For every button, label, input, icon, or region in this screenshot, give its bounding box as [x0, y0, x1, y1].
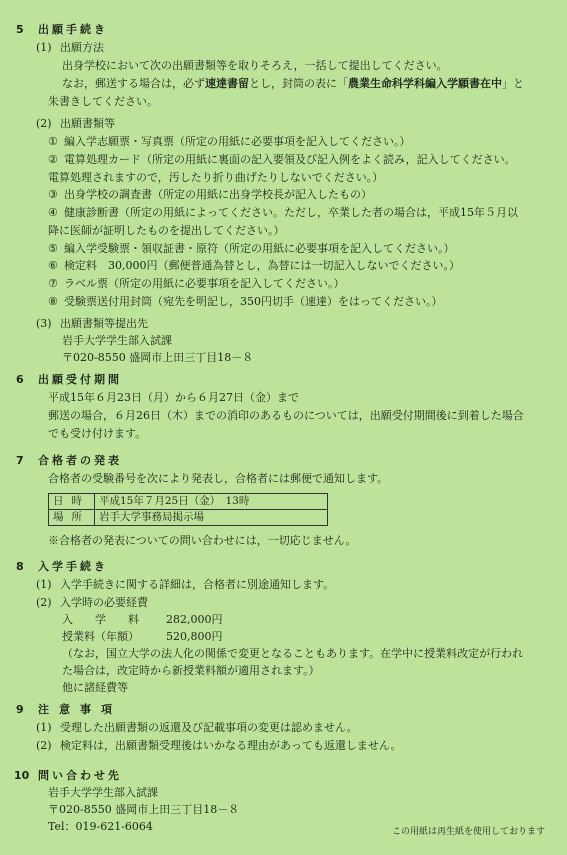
- subsection-enrollment-details: (1) 入学手続きに関する詳細は，合格者に別途通知します。: [36, 578, 335, 591]
- document-item: [48, 187, 372, 202]
- section-heading: 7 合格者の発表: [16, 454, 122, 467]
- table-cell-value: 岩手大学事務局掲示場: [95, 510, 328, 526]
- document-item: [48, 205, 518, 220]
- paragraph-line: なお，郵送する場合は，必ず速達書留とし，封筒の表に「農業生命科学科編入学願書在中」と: [62, 77, 524, 90]
- contact-phone: Tel：019-621-6064: [48, 820, 153, 833]
- document-item: [48, 134, 411, 149]
- item-text: 降に医師が証明したものを提出してください。）: [48, 223, 285, 237]
- item-number: ④: [48, 206, 58, 219]
- document-item: [48, 276, 345, 291]
- announcement-table: [48, 493, 328, 526]
- fee-admission-label: 入 学 料: [62, 613, 139, 626]
- item-text: 電算処理カード（所定の用紙に裏面の記入要領及び記入例をよく読み，記入してください。: [64, 152, 516, 166]
- subsection-method: (1) 出願方法: [36, 41, 104, 54]
- item-number: ⑥: [48, 259, 58, 273]
- item-number: ①: [48, 135, 58, 148]
- item-text: 出身学校の調査書（所定の用紙に出身学校長が記入したもの）: [64, 188, 372, 202]
- subsection-submit-to: (3) 出願書類等提出先: [36, 317, 148, 330]
- section-heading: 6 出願受付期間: [16, 373, 122, 386]
- item-text: ラベル票（所定の用紙に必要事項を記入してください。）: [64, 277, 345, 290]
- note-item: (2) 検定料は，出願書類受理後はいかなる理由があっても返還しません。: [36, 739, 402, 752]
- section-heading: 5 出願手続き: [16, 23, 108, 36]
- paragraph-line: 朱書きしてください。: [48, 95, 158, 108]
- contact-office: 岩手大学学生部入試課: [48, 786, 158, 799]
- item-number: ⑤: [48, 241, 58, 255]
- document-item: [48, 223, 285, 238]
- table-cell-key: 場所: [49, 510, 95, 526]
- fee-tuition-value: 520,800円: [166, 630, 223, 643]
- item-number: ⑦: [48, 277, 58, 290]
- paragraph-line: 他に諸経費等: [62, 681, 128, 694]
- item-text: 編入学受験票・領収証書・原符（所定の用紙に必要事項を記入してください。）: [64, 241, 455, 255]
- paragraph-line: 合格者の受験番号を次により発表し，合格者には郵便で通知します。: [48, 472, 389, 485]
- fee-admission-value: 282,000円: [166, 613, 223, 626]
- table-row: [49, 510, 328, 526]
- paragraph-line: 出身学校において次の出願書類等を取りそろえ，一括して提出してください。: [62, 59, 448, 72]
- paragraph-line: た場合は，改定時から新授業料額が適用されます。）: [62, 664, 320, 677]
- table-cell-value: 平成15年７月25日（金） 13時: [95, 494, 328, 510]
- item-number: ③: [48, 188, 58, 202]
- paragraph-line: 郵送の場合，６月26日（木）までの消印のあるものについては，出願受付期間後に到着した場合: [48, 409, 524, 422]
- table-row: [49, 494, 328, 510]
- paragraph-line: （なお，国立大学の法人化の関係で変更となることもあります。在学中に授業料改定が行われ: [62, 647, 524, 660]
- fee-tuition-label: 授業料（年額）: [62, 630, 139, 643]
- announcement-note: ※合格者の発表についての問い合わせには，一切応じません。: [48, 534, 357, 547]
- item-number: ⑧: [48, 294, 58, 308]
- subsection-documents: (2) 出願書類等: [36, 117, 115, 130]
- subsection-fees: (2) 入学時の必要経費: [36, 596, 148, 609]
- address-office: 岩手大学学生部入試課: [62, 334, 172, 347]
- item-text: 編入学志願票・写真票（所定の用紙に必要事項を記入してください。）: [64, 135, 411, 148]
- section-heading: 9 注意事項: [16, 703, 122, 716]
- period-dates: 平成15年６月23日（月）から６月27日（金）まで: [48, 391, 299, 404]
- document-item: [48, 152, 516, 167]
- item-text: 健康診断書（所定の用紙によってください。ただし，卒業した者の場合は，平成15年５月以: [64, 206, 518, 219]
- item-text: 受験票送付用封筒（宛先を明記し，350円切手（速達）をはってください。）: [64, 294, 443, 308]
- contact-postal: 〒020-8550 盛岡市上田三丁目18－８: [48, 803, 240, 816]
- recycled-paper-note: この用紙は再生紙を使用しております: [391, 827, 545, 837]
- item-text: 検定料 30,000円（郵便普通為替とし，為替には一切記入しないでください。）: [64, 259, 460, 273]
- note-item: (1) 受理した出願書類の返還及び記載事項の変更は認めません。: [36, 721, 358, 734]
- section-heading: 10 問い合わせ先: [14, 769, 122, 782]
- document-item: [48, 241, 455, 256]
- item-number: ②: [48, 152, 58, 166]
- paragraph-line: でも受け付けます。: [48, 427, 147, 440]
- address-postal: 〒020-8550 盛岡市上田三丁目18－８: [62, 351, 254, 364]
- document-item: [48, 258, 460, 273]
- section-heading: 8 入学手続き: [16, 560, 108, 573]
- table-cell-key: 日時: [49, 494, 95, 510]
- document-item: [48, 170, 383, 185]
- document-item: [48, 294, 443, 309]
- item-text: 電算処理されますので，汚したり折り曲げたりしないでください。）: [48, 170, 384, 184]
